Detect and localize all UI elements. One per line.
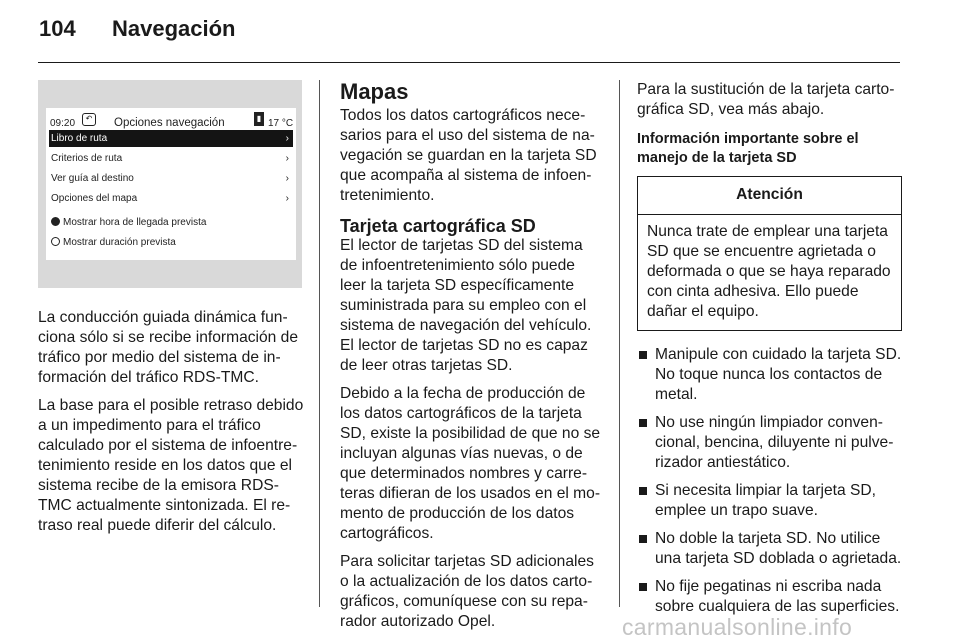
- info-heading: Información importante sobre el manejo de la tarjeta SD: [637, 131, 859, 166]
- header-rule: [38, 62, 900, 63]
- column-divider-right: [619, 80, 620, 607]
- menu-item-ver-guia: Ver guía al destino ›: [49, 170, 293, 187]
- bullet-list: [637, 345, 902, 617]
- square-bullet-icon: [639, 583, 647, 591]
- screen-temperature: 17 °C: [268, 118, 294, 129]
- phone-icon: ▮: [254, 112, 264, 126]
- navigation-screen-figure: [38, 80, 302, 288]
- subsection-heading: Tarjeta cartográfica SD: [340, 216, 536, 236]
- menu-item-opciones-mapa: Opciones del mapa ›: [49, 190, 293, 207]
- paragraph: La base para el posible retraso debido a un impedimento para el tráfico calculado por el sistema de infoentretenimiento reside en los datos que el sistema recibe de la emisora RDS-TMC actualmente sintonizada. El retraso real puede diferir del cálculo.: [38, 397, 304, 534]
- menu-item-libro-de-ruta: Libro de ruta ›: [49, 130, 293, 147]
- watermark: carmanualsonline.info: [622, 614, 853, 640]
- menu-item-criterios-de-ruta: Criterios de ruta ›: [49, 150, 293, 167]
- paragraph: Debido a la fecha de producción de los datos cartográficos de la tarjeta SD, existe la posibilidad de que no se incluyan algunas vías nuevas, o de que determinados nombres y carreteras difieran de los usados en el momento de producción de los datos cartográficos.: [340, 385, 601, 542]
- square-bullet-icon: [639, 487, 647, 495]
- radio-option-duracion: Mostrar duración prevista: [49, 234, 293, 251]
- paragraph: El lector de tarjetas SD del sistema de infoentretenimiento sólo puede leer la tarjeta SD específicamente suministrada para su empleo con el sistema de navegación del vehículo. El lector de tarjetas SD no es capaz de leer otras tarjetas SD.: [340, 237, 592, 374]
- chevron-right-icon: ›: [285, 153, 289, 164]
- chevron-right-icon: ›: [285, 173, 289, 184]
- screen-clock: 09:20: [50, 118, 76, 129]
- square-bullet-icon: [639, 419, 647, 427]
- paragraph: Para la sustitución de la tarjeta cartográfica SD, vea más abajo.: [637, 81, 895, 118]
- column-middle: [340, 80, 604, 640]
- chevron-right-icon: ›: [285, 193, 289, 204]
- list-item: No fije pegatinas ni escriba nada sobre cualquiera de las superficies.: [637, 577, 902, 617]
- radio-selected-icon: [51, 217, 60, 226]
- radio-option-hora-llegada: Mostrar hora de llegada prevista: [49, 214, 293, 231]
- paragraph: Todos los datos cartográficos necesarios para el uso del sistema de navegación se guardan en la tarjeta SD que acompaña al sistema de infoentretenimiento.: [340, 107, 597, 204]
- column-divider-left: [319, 80, 320, 607]
- back-icon: ↶: [82, 113, 96, 126]
- column-left: [38, 80, 304, 544]
- section-heading: Mapas: [340, 79, 409, 104]
- list-item: No use ningún limpiador convencional, bencina, diluyente ni pulverizador antiestático.: [637, 413, 902, 473]
- screen-panel: [46, 108, 296, 260]
- page-number: 104: [39, 16, 76, 41]
- list-item: No doble la tarjeta SD. No utilice una tarjeta SD doblada o agrietada.: [637, 529, 902, 569]
- warning-title: Atención: [638, 177, 901, 215]
- chevron-right-icon: ›: [285, 133, 289, 144]
- radio-unselected-icon: [51, 237, 60, 246]
- paragraph: Para solicitar tarjetas SD adicionales o la actualización de los datos cartográficos, comuníquese con su reparador autorizado Opel.: [340, 553, 594, 630]
- screen-header: [46, 112, 296, 128]
- list-item: Manipule con cuidado la tarjeta SD. No toque nunca los contactos de metal.: [637, 345, 902, 405]
- list-item: Si necesita limpiar la tarjeta SD, emplee un trapo suave.: [637, 481, 902, 521]
- square-bullet-icon: [639, 535, 647, 543]
- column-right: [637, 80, 902, 625]
- warning-text: Nunca trate de emplear una tarjeta SD que se encuentre agrietada o deformada o que se haya reparado con cinta adhesiva. Ello puede dañar el equipo.: [647, 223, 891, 320]
- screen-title: Opciones navegación: [114, 117, 225, 129]
- warning-box: [637, 176, 902, 331]
- square-bullet-icon: [639, 351, 647, 359]
- paragraph: La conducción guiada dinámica funciona sólo si se recibe información de tráfico por medio del sistema de información del tráfico RDS-TMC.: [38, 309, 299, 386]
- page-title: Navegación: [112, 16, 236, 41]
